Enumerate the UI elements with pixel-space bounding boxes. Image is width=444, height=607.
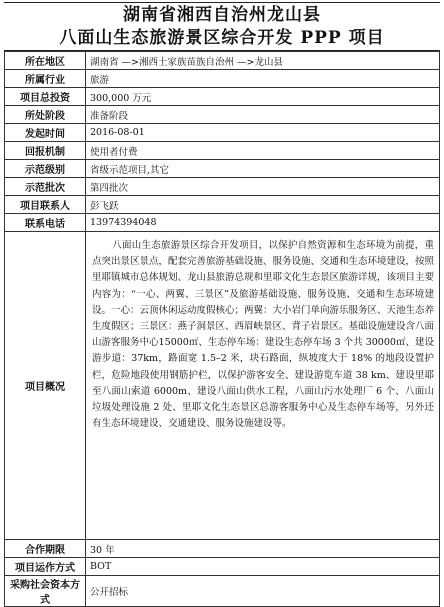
- overview-text-cell: [86, 232, 440, 540]
- overview-label: 项目概况: [5, 232, 86, 540]
- overview-row: [5, 232, 440, 540]
- row-label: 项目联系人: [5, 196, 86, 214]
- table-row: [5, 88, 440, 106]
- row-value: 省级示范项目,其它: [86, 160, 440, 178]
- row-value: 第四批次: [86, 178, 440, 196]
- table-row: [5, 106, 440, 124]
- row-label: 合作期限: [5, 540, 86, 558]
- row-value: 旅游: [86, 70, 440, 88]
- project-sheet: [4, 2, 440, 607]
- project-info-table: [4, 51, 440, 607]
- table-row: [5, 142, 440, 160]
- table-row: [5, 70, 440, 88]
- row-value: BOT: [86, 558, 440, 576]
- row-label: 项目总投资: [5, 88, 86, 106]
- row-label: 示范级别: [5, 160, 86, 178]
- table-row: [5, 576, 440, 607]
- table-row: [5, 52, 440, 70]
- row-value: 湖南省 —>湘西土家族苗族自治州 —>龙山县: [86, 52, 440, 70]
- row-label: 所在地区: [5, 52, 86, 70]
- row-value: 彭飞跃: [86, 196, 440, 214]
- row-value: 300,000 万元: [86, 88, 440, 106]
- row-label: 所处阶段: [5, 106, 86, 124]
- table-row: [5, 160, 440, 178]
- row-label: 项目运作方式: [5, 558, 86, 576]
- row-label: 采购社会资本方式: [5, 576, 86, 607]
- title-line-1: 湖南省湘西自治州龙山县: [123, 5, 321, 25]
- row-value: 公开招标: [86, 576, 440, 607]
- table-row: [5, 558, 440, 576]
- table-row: [5, 214, 440, 232]
- row-label: 联系电话: [5, 214, 86, 232]
- row-label: 所属行业: [5, 70, 86, 88]
- row-value: 准备阶段: [86, 106, 440, 124]
- row-label: 回报机制: [5, 142, 86, 160]
- row-value: 2016-08-01: [86, 124, 440, 142]
- row-label: 发起时间: [5, 124, 86, 142]
- title-line-2: 八面山生态旅游景区综合开发 PPP 项目: [59, 28, 385, 48]
- row-value: 13974394048: [86, 214, 440, 232]
- row-value: 使用者付费: [86, 142, 440, 160]
- row-value: 30 年: [86, 540, 440, 558]
- table-row: [5, 178, 440, 196]
- table-row: [5, 540, 440, 558]
- table-row: [5, 196, 440, 214]
- row-label: 示范批次: [5, 178, 86, 196]
- table-row: [5, 124, 440, 142]
- overview-text: 八面山生态旅游景区综合开发项目，以保护自然资源和生态环境为前提，重点突出景区景点，配套完善旅游基础设施、服务设施、交通和生态环境建设，按照里耶镇城市总体规划、龙山县旅游总规和里耶文化生态景区旅游详规，该项目主要内容为：“一心、两翼、三景区”及旅游基础设施、服务设施、交通和生态环境建设。一心：云顶休闲运动度假核心；两翼：大小岩门单向游乐服务区、天池生态养生度假区；三景区：燕子洞景区、西眉峡景区、背子岩景区。基础设施建设含八面山游客服务中心15000㎡、生态停车场：建设生态停车场 3 个共 30000㎡、建设游步道：37km，路面宽 1.5–2 米，块石路面，纵坡度大于 18% 的地段设置护栏，危险地段使用钢筋护栏，以保护游客安全、建设游览车道 38 km、建设里耶至八面山索道 6000m、建设八面山供水工程，八面山污水处理厂 6 个、八面山垃圾处理设施 2 处、里耶文化生态景区总游客服务中心及生态停车场等，另外还有生态环境建设、交通建设、服务设施建设等。: [92, 240, 435, 430]
- title-block: [4, 2, 440, 51]
